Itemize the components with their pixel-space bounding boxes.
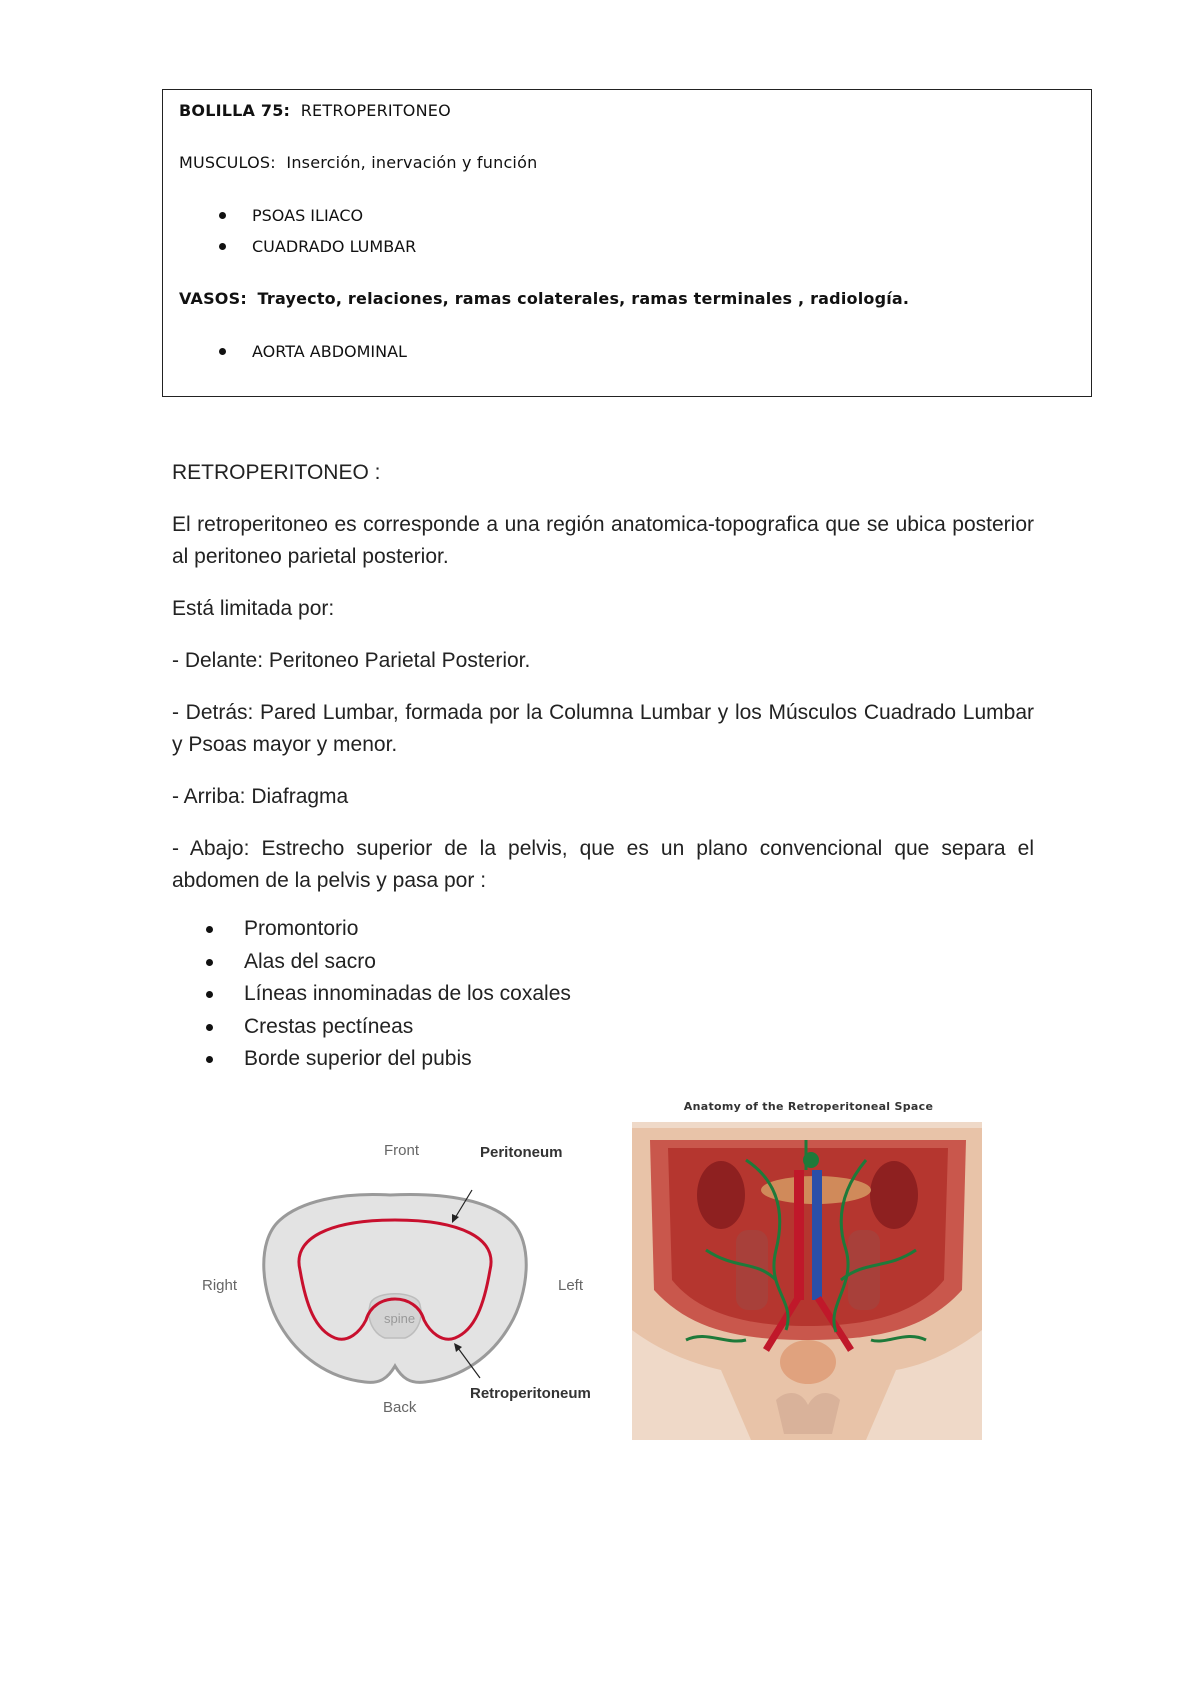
limit-top: - Arriba: Diafragma [172,785,349,808]
muscles-list [179,200,1075,262]
illustration-title: Anatomy of the Retroperitoneal Space [683,1100,934,1113]
syllabus-box [162,89,1092,397]
list-item: Alas del sacro [172,946,1034,979]
bolilla-line [179,100,1075,122]
limit-bottom: - Abajo: Estrecho superior de la pelvis, que es un plano convencional que separa el abdomen de la pelvis y pasa por : [172,837,1034,892]
vasos-label: VASOS: [179,289,247,308]
list-item: Crestas pectíneas [172,1011,1034,1044]
limit-back: - Detrás: Pared Lumbar, formada por la Columna Lumbar y los Músculos Cuadrado Lumbar y Psoas mayor y menor. [172,701,1034,756]
section-heading: RETROPERITONEO : [172,461,381,484]
label-spine: spine [384,1311,416,1326]
musculos-line [179,152,1075,174]
musculos-text: Inserción, inervación y función [286,153,538,172]
cross-section-diagram [180,1120,620,1440]
lymph-node [803,1152,819,1168]
vessels-list [179,336,1075,367]
label-peritoneum: Peritoneum [480,1144,563,1161]
bolilla-topic: RETROPERITONEO [300,101,451,120]
list-item: PSOAS ILIACO [179,200,1075,231]
label-retroperitoneum: Retroperitoneum [470,1385,591,1402]
bolilla-label: BOLILLA 75: [179,101,291,120]
pelvis-points-list [172,913,1034,1076]
label-front: Front [384,1142,420,1159]
list-item: Líneas innominadas de los coxales [172,978,1034,1011]
label-back: Back [383,1399,417,1416]
limits-intro: Está limitada por: [172,597,335,620]
list-item: Borde superior del pubis [172,1043,1034,1076]
aorta [794,1170,804,1300]
list-item: AORTA ABDOMINAL [179,336,1075,367]
vena-cava [812,1170,822,1300]
limit-front: - Delante: Peritoneo Parietal Posterior. [172,649,531,672]
label-left: Left [558,1277,584,1294]
list-item: Promontorio [172,913,1034,946]
psoas-right [848,1230,880,1310]
intro-paragraph: El retroperitoneo es corresponde a una región anatomica-topografica que se ubica posterior al peritoneo parietal posterior. [172,513,1034,568]
anatomy-illustration [626,1100,991,1440]
right-kidney [870,1161,918,1229]
anatomy-drawing [626,1100,991,1440]
musculos-label: MUSCULOS: [179,153,276,172]
left-kidney [697,1161,745,1229]
vasos-text: Trayecto, relaciones, ramas colaterales, ramas terminales , radiología. [257,289,910,308]
main-content [172,457,1034,1076]
vasos-line [179,288,1075,310]
bladder [780,1340,836,1384]
label-right: Right [202,1277,238,1294]
list-item: CUADRADO LUMBAR [179,231,1075,262]
